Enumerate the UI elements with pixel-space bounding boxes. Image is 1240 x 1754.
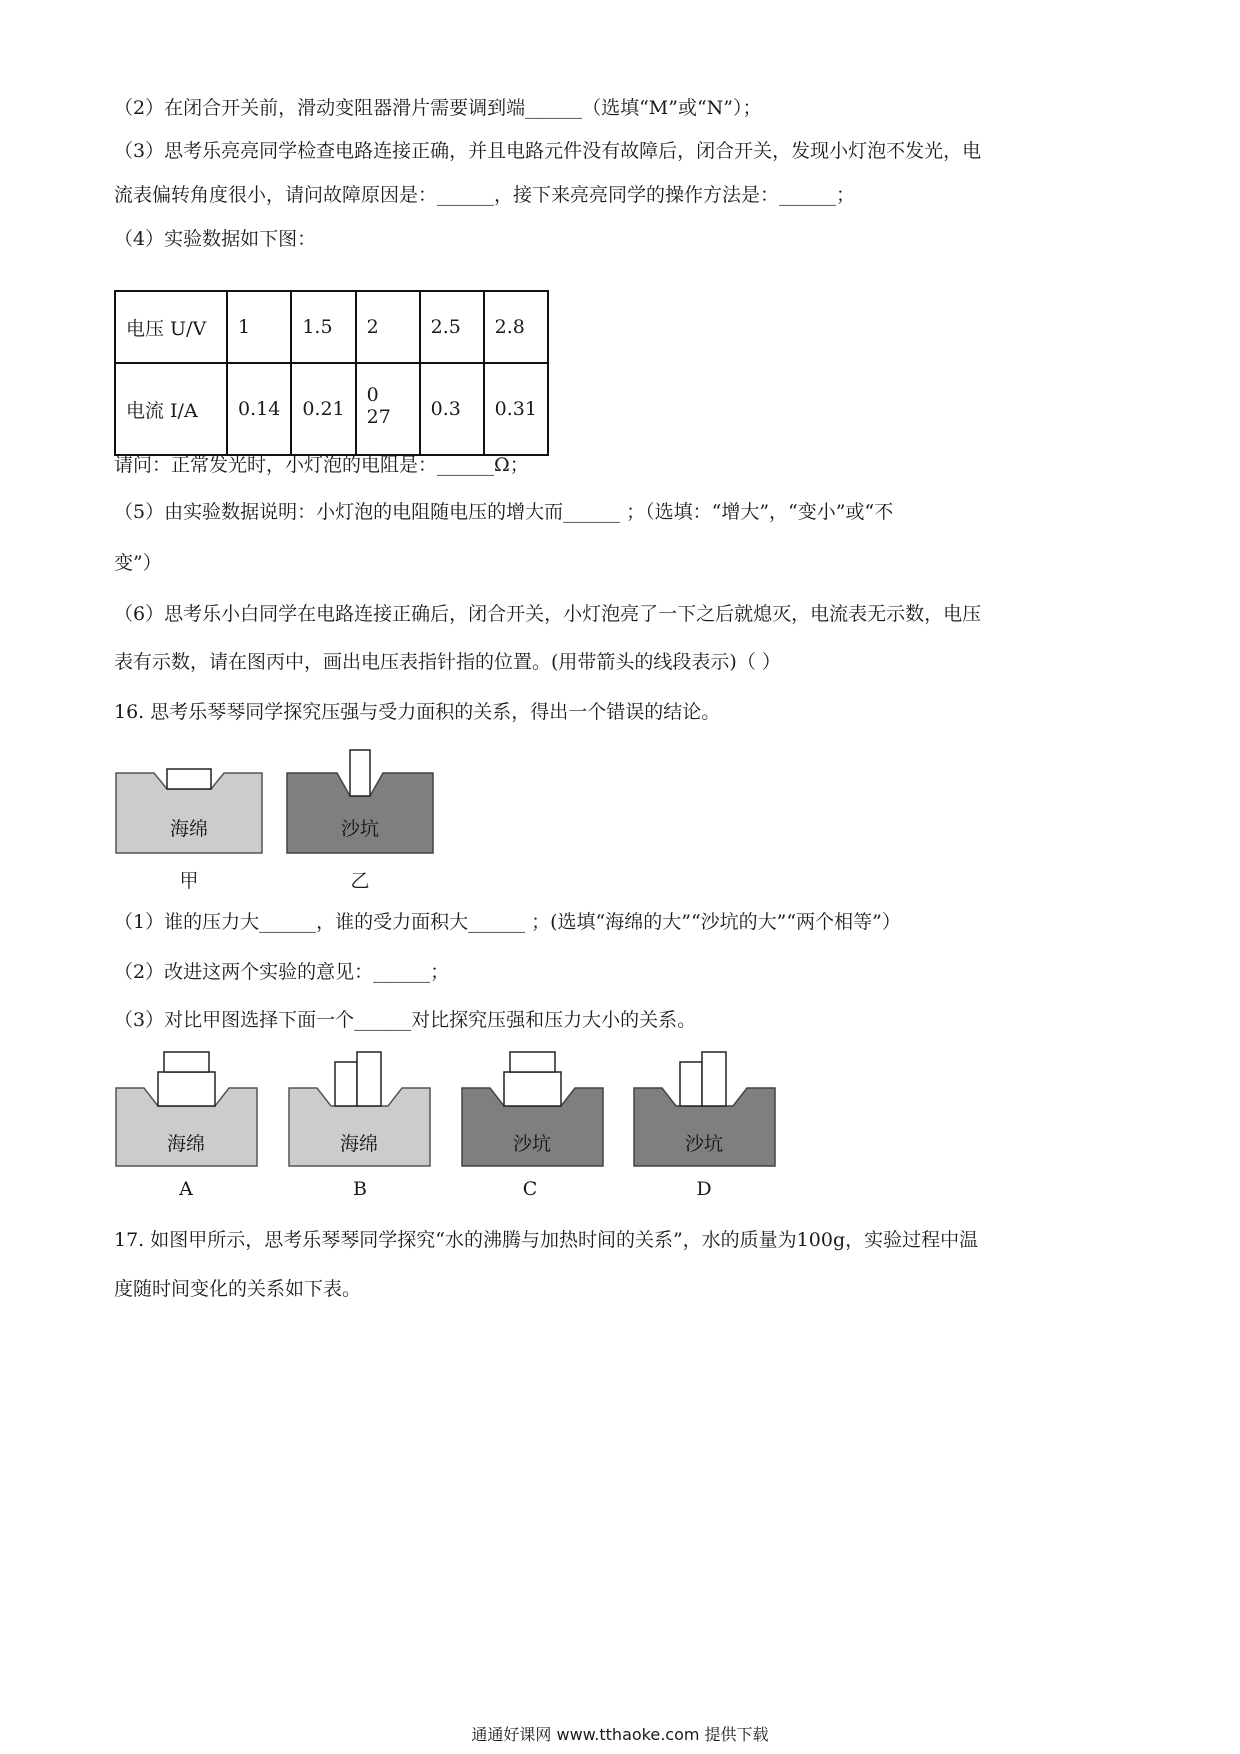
figure-label: 海绵: [166, 1133, 206, 1155]
table-cell: 0.31: [484, 363, 548, 455]
question-16-3: （3）对比甲图选择下面一个______对比探究压强和压力大小的关系。: [114, 1009, 697, 1031]
question-15-6-line2: 表有示数，请在图丙中，画出电压表指针指的位置。(用带箭头的线段表示)（ ）: [114, 651, 781, 673]
figure-a: [114, 1050, 259, 1172]
question-17-line1: 17. 如图甲所示，思考乐琴琴同学探究“水的沸腾与加热时间的关系”，水的质量为100g，实验过程中温: [114, 1229, 979, 1251]
table-cell: 1: [227, 291, 291, 363]
question-15-5-line1: （5）由实验数据说明：小灯泡的电阻随电压的增大而______ ；（选填：“增大”，“变小”或“不: [114, 501, 894, 523]
data-table: [114, 290, 549, 456]
figure-d: [632, 1050, 777, 1172]
figure-caption: A: [179, 1178, 193, 1200]
table-cell: 1.5: [291, 291, 355, 363]
figure-label: 海绵: [339, 1133, 379, 1155]
top-block: [510, 1052, 555, 1072]
upright-block: [357, 1052, 381, 1106]
figure-label: 沙坑: [684, 1133, 724, 1155]
table-cell: 0.3: [420, 363, 484, 455]
question-16: 16. 思考乐琴琴同学探究压强与受力面积的关系，得出一个错误的结论。: [114, 701, 721, 723]
figure-label: 沙坑: [340, 818, 380, 840]
table-cell: 2.8: [484, 291, 548, 363]
question-15-5-line2: 变”）: [114, 552, 162, 574]
top-block: [164, 1052, 209, 1072]
question-15-6-line1: （6）思考乐小白同学在电路连接正确后，闭合开关，小灯泡亮了一下之后就熄灭，电流表无示数，电压: [114, 603, 982, 625]
upright-block: [680, 1062, 702, 1106]
figure-b: [287, 1050, 432, 1172]
question-15-4-ask: 请问：正常发光时，小灯泡的电阻是：______Ω；: [114, 454, 529, 476]
table-cell: 0.14: [227, 363, 291, 455]
figure-jia: [114, 755, 264, 859]
question-16-1: （1）谁的压力大______，谁的受力面积大______ ；(选填“海绵的大”“沙坑的大”“两个相等”）: [114, 911, 901, 933]
question-17-line2: 度随时间变化的关系如下表。: [114, 1278, 362, 1300]
figure-label: 沙坑: [512, 1133, 552, 1155]
upright-block: [335, 1062, 357, 1106]
table-row-current: [115, 363, 548, 455]
table-cell: 0.21: [291, 363, 355, 455]
table-cell: 2: [356, 291, 420, 363]
figure-caption: D: [696, 1178, 712, 1200]
bottom-block: [158, 1072, 215, 1106]
flat-block: [167, 769, 211, 789]
table-header-current: 电流 I/A: [115, 363, 227, 455]
figure-label: 海绵: [169, 818, 209, 840]
table-cell: 0 27: [356, 363, 420, 455]
figure-caption: 甲: [179, 870, 199, 892]
question-16-2: （2）改进这两个实验的意见：______；: [114, 961, 450, 983]
table-header-voltage: 电压 U/V: [115, 291, 227, 363]
figure-caption: B: [353, 1178, 367, 1200]
figure-yi: [285, 748, 435, 859]
figure-caption: C: [522, 1178, 538, 1200]
figure-caption: 乙: [350, 870, 370, 892]
question-15-4: （4）实验数据如下图：: [114, 228, 317, 250]
upright-block: [350, 750, 370, 796]
question-15-3-line2: 流表偏转角度很小，请问故障原因是：______，接下来亮亮同学的操作方法是：______；: [114, 184, 856, 206]
question-15-2: （2）在闭合开关前，滑动变阻器滑片需要调到端______（选填“M”或“N”）；: [114, 97, 762, 119]
page-footer: 通通好课网 www.tthaoke.com 提供下载: [471, 1725, 769, 1744]
table-row-voltage: [115, 291, 548, 363]
question-15-3-line1: （3）思考乐亮亮同学检查电路连接正确，并且电路元件没有故障后，闭合开关，发现小灯泡不发光，电: [114, 140, 982, 162]
upright-block: [702, 1052, 726, 1106]
figure-c: [460, 1050, 605, 1172]
bottom-block: [504, 1072, 561, 1106]
table-cell: 2.5: [420, 291, 484, 363]
